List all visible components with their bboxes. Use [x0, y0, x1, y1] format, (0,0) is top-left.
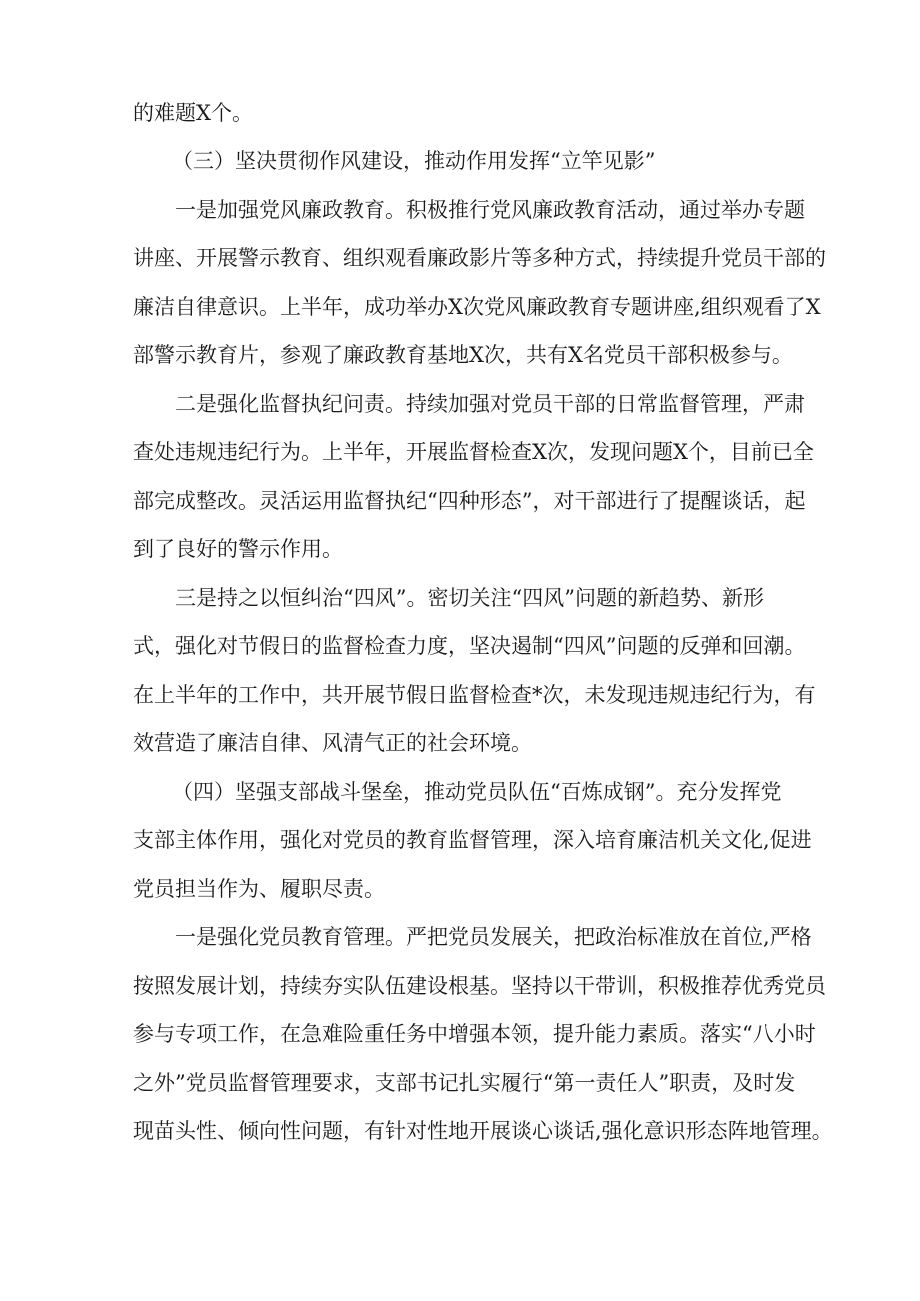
text-line: 查处违规违纪行为。上半年，开展监督检查X次，发现问题X个，目前已全: [133, 440, 814, 464]
section-heading: （四）坚强支部战斗堡垒，推动党员队伍“百炼成钢”。充分发挥党: [172, 780, 782, 804]
text-line: 之外”党员监督管理要求，支部书记扎实履行“第一责任人”职责，及时发: [133, 1071, 796, 1095]
text-line: 在上半年的工作中，共开展节假日监督检查*次，未发现违规违纪行为，有: [133, 683, 816, 707]
text-line: 三是持之以恒纠治“四风”。密切关注“四风”问题的新趋势、新形: [175, 586, 764, 610]
text-line: 二是强化监督执纪问责。持续加强对党员干部的日常监督管理，严肃: [175, 392, 805, 416]
text-line: 一是加强党风廉政教育。积极推行党风廉政教育活动，通过举办专题: [175, 198, 805, 222]
text-line: 效营造了廉洁自律、风清气正的社会环境。: [133, 731, 532, 755]
text-line: 现苗头性、倾向性问题，有针对性地开展谈心谈话,强化意识形态阵地管理。: [133, 1119, 833, 1143]
text-line: 部完成整改。灵活运用监督执纪“四种形态”，对干部进行了提醒谈话，起: [133, 489, 806, 513]
text-line: 部警示教育片，参观了廉政教育基地X次，共有X名党员干部积极参与。: [133, 343, 793, 367]
text-line: 支部主体作用，强化对党员的教育监督管理，深入培育廉洁机关文化,促进: [133, 828, 812, 852]
section-heading: （三）坚决贯彻作风建设，推动作用发挥“立竿见影”: [172, 149, 656, 173]
text-line: 按照发展计划，持续夯实队伍建设根基。坚持以干带训，积极推荐优秀党员: [133, 974, 826, 998]
text-line: 的难题X个。: [133, 101, 253, 125]
text-line: 到了良好的警示作用。: [133, 537, 343, 561]
text-line: 讲座、开展警示教育、组织观看廉政影片等多种方式，持续提升党员干部的: [133, 246, 826, 270]
text-line: 廉洁自律意识。上半年，成功举办X次党风廉政教育专题讲座,组织观看了X: [133, 295, 821, 319]
text-line: 参与专项工作，在急难险重任务中增强本领，提升能力素质。落实“八小时: [133, 1022, 816, 1046]
text-line: 党员担当作为、履职尽责。: [133, 877, 385, 901]
text-line: 一是强化党员教育管理。严把党员发展关，把政治标准放在首位,严格: [175, 925, 812, 949]
text-line: 式，强化对节假日的监督检查力度，坚决遏制“四风”问题的反弹和回潮。: [133, 634, 806, 658]
